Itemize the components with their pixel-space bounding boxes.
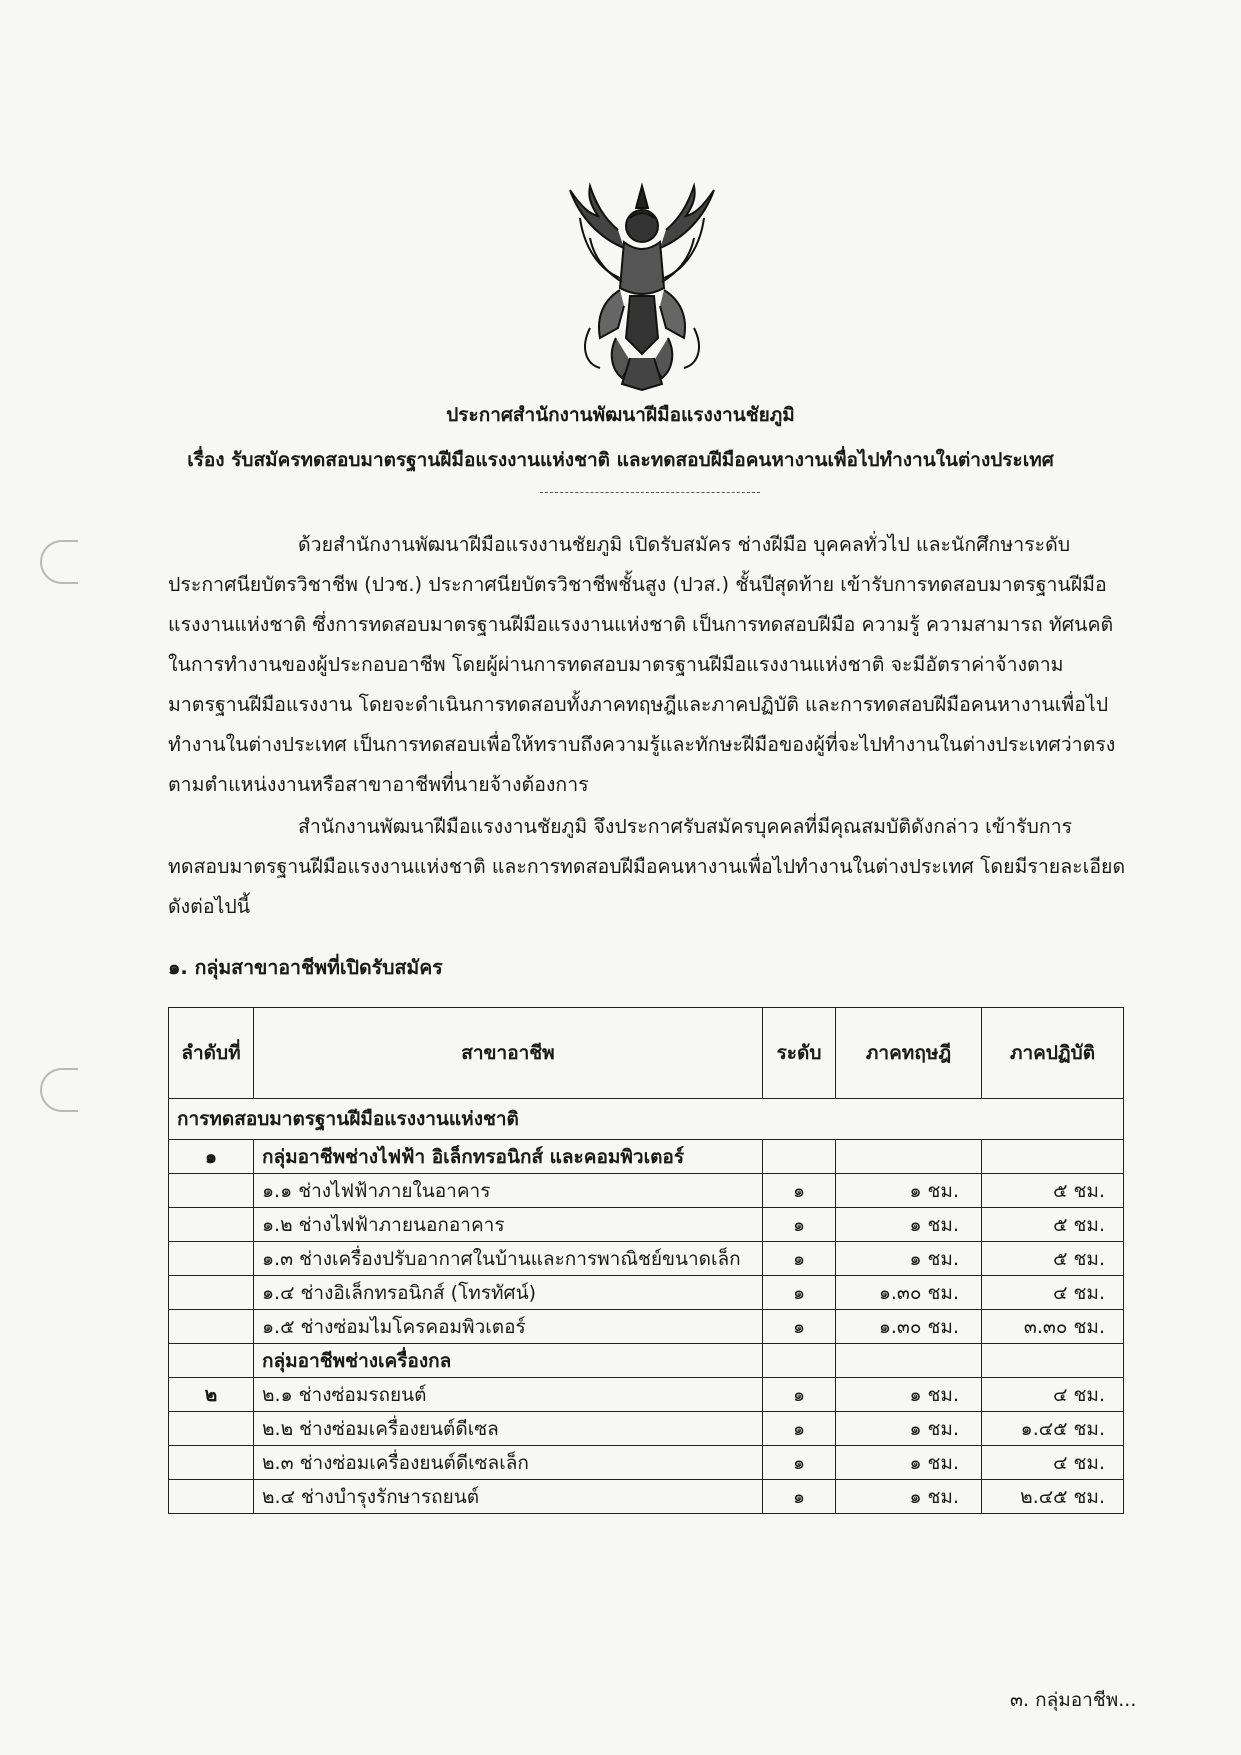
level-cell: ๑: [763, 1412, 836, 1446]
table-header-row: [169, 1008, 1124, 1099]
theory-cell: ๑.๓๐ ชม.: [836, 1276, 982, 1310]
empty-cell: [169, 1276, 254, 1310]
practice-cell: ๑.๔๕ ชม.: [982, 1412, 1124, 1446]
table-row: [169, 1310, 1124, 1344]
branch-cell: ๑.๕ ช่างซ่อมไมโครคอมพิวเตอร์: [254, 1310, 763, 1344]
level-cell: ๑: [763, 1446, 836, 1480]
level-cell: ๑: [763, 1208, 836, 1242]
empty-cell: [169, 1174, 254, 1208]
punch-hole: [40, 1068, 78, 1112]
empty-cell: [982, 1140, 1124, 1174]
theory-cell: ๑.๓๐ ชม.: [836, 1310, 982, 1344]
empty-cell: [836, 1344, 982, 1378]
divider: [540, 492, 760, 493]
empty-cell: [836, 1140, 982, 1174]
table-row: [169, 1242, 1124, 1276]
practice-cell: ๔ ชม.: [982, 1378, 1124, 1412]
group-name: กลุ่มอาชีพช่างไฟฟ้า อิเล็กทรอนิกส์ และคอมพิวเตอร์: [254, 1140, 763, 1174]
body-paragraph: ด้วยสำนักงานพัฒนาฝีมือแรงงานชัยภูมิ เปิดรับสมัคร ช่างฝีมือ บุคคลทั่วไป และนักศึกษาระดับประกาศนียบัตรวิชาชีพ (ปวช.) ประกาศนียบัตรวิชาชีพชั้นสูง (ปวส.) ชั้นปีสุดท้าย เข้ารับการทดสอบมาตรฐานฝีมือแรงงานแห่งชาติ ซึ่งการทดสอบมาตรฐานฝีมือแรงงานแห่งชาติ เป็นการทดสอบฝีมือ ความรู้ ความสามารถ ทัศนคติในการทำงานของผู้ประกอบอาชีพ โดยผู้ผ่านการทดสอบมาตรฐานฝีมือแรงงานแห่งชาติ จะมีอัตราค่าจ้างตามมาตรฐานฝีมือแรงงาน โดยจะดำเนินการทดสอบทั้งภาคทฤษฎีและภาคปฏิบัติ และการทดสอบฝีมือคนหางานเพื่อไปทำงานในต่างประเทศ เป็นการทดสอบเพื่อให้ทราบถึงความรู้และทักษะฝีมือของผู้ที่จะไปทำงานในต่างประเทศว่าตรงตามตำแหน่งงานหรือสาขาอาชีพที่นายจ้างต้องการ: [168, 533, 1116, 796]
theory-cell: ๑ ชม.: [836, 1446, 982, 1480]
practice-cell: ๕ ชม.: [982, 1208, 1124, 1242]
table-row: [169, 1446, 1124, 1480]
empty-cell: [763, 1140, 836, 1174]
theory-cell: ๑ ชม.: [836, 1174, 982, 1208]
table-row: [169, 1412, 1124, 1446]
col-header-level: ระดับ: [763, 1008, 836, 1099]
empty-cell: [169, 1208, 254, 1242]
announcement-title: ประกาศสำนักงานพัฒนาฝีมือแรงงานชัยภูมิ: [446, 404, 795, 426]
category-row: [169, 1099, 1124, 1140]
empty-cell: [169, 1344, 254, 1378]
table-row: [169, 1174, 1124, 1208]
level-cell: ๑: [763, 1174, 836, 1208]
practice-cell: ๒.๔๕ ชม.: [982, 1480, 1124, 1514]
section-heading: ๑. กลุ่มสาขาอาชีพที่เปิดรับสมัคร: [168, 956, 443, 979]
col-header-practice: ภาคปฏิบัติ: [982, 1008, 1124, 1099]
branch-cell: ๑.๔ ช่างอิเล็กทรอนิกส์ (โทรทัศน์): [254, 1276, 763, 1310]
branch-cell: ๒.๓ ช่างซ่อมเครื่องยนต์ดีเซลเล็ก: [254, 1446, 763, 1480]
practice-cell: ๕ ชม.: [982, 1242, 1124, 1276]
garuda-emblem: [560, 178, 725, 393]
col-header-branch: สาขาอาชีพ: [254, 1008, 763, 1099]
group-number: ๑: [169, 1140, 254, 1174]
body-paragraph: สำนักงานพัฒนาฝีมือแรงงานชัยภูมิ จึงประกาศรับสมัครบุคคลที่มีคุณสมบัติดังกล่าว เข้ารับการทดสอบมาตรฐานฝีมือแรงงานแห่งชาติ และการทดสอบฝีมือคนหางานเพื่อไปทำงานในต่างประเทศ โดยมีรายละเอียดดังต่อไปนี้: [168, 815, 1126, 918]
occupation-table: [168, 1007, 1124, 1514]
practice-cell: ๓.๓๐ ชม.: [982, 1310, 1124, 1344]
empty-cell: [982, 1344, 1124, 1378]
branch-cell: ๒.๑ ช่างซ่อมรถยนต์: [254, 1378, 763, 1412]
practice-cell: ๕ ชม.: [982, 1174, 1124, 1208]
branch-cell: ๑.๑ ช่างไฟฟ้าภายในอาคาร: [254, 1174, 763, 1208]
table-row: [169, 1208, 1124, 1242]
group-number: ๒: [169, 1378, 254, 1412]
group-name: กลุ่มอาชีพช่างเครื่องกล: [254, 1344, 763, 1378]
practice-cell: ๔ ชม.: [982, 1276, 1124, 1310]
announcement-subject: เรื่อง รับสมัครทดสอบมาตรฐานฝีมือแรงงานแห่งชาติ และทดสอบฝีมือคนหางานเพื่อไปทำงานในต่างประเทศ: [187, 449, 1054, 471]
table-row: [169, 1276, 1124, 1310]
group-row: [169, 1344, 1124, 1378]
level-cell: ๑: [763, 1378, 836, 1412]
theory-cell: ๑ ชม.: [836, 1208, 982, 1242]
theory-cell: ๑ ชม.: [836, 1378, 982, 1412]
empty-cell: [763, 1344, 836, 1378]
col-header-no: ลำดับที่: [169, 1008, 254, 1099]
theory-cell: ๑ ชม.: [836, 1480, 982, 1514]
branch-cell: ๒.๔ ช่างบำรุงรักษารถยนต์: [254, 1480, 763, 1514]
empty-cell: [169, 1446, 254, 1480]
table-row: [169, 1480, 1124, 1514]
level-cell: ๑: [763, 1480, 836, 1514]
level-cell: ๑: [763, 1242, 836, 1276]
theory-cell: ๑ ชม.: [836, 1242, 982, 1276]
empty-cell: [169, 1412, 254, 1446]
theory-cell: ๑ ชม.: [836, 1412, 982, 1446]
empty-cell: [169, 1310, 254, 1344]
empty-cell: [169, 1480, 254, 1514]
level-cell: ๑: [763, 1310, 836, 1344]
category-label: การทดสอบมาตรฐานฝีมือแรงงานแห่งชาติ: [169, 1099, 1124, 1140]
level-cell: ๑: [763, 1276, 836, 1310]
group-row: [169, 1140, 1124, 1174]
empty-cell: [169, 1242, 254, 1276]
branch-cell: ๒.๒ ช่างซ่อมเครื่องยนต์ดีเซล: [254, 1412, 763, 1446]
continuation-note: ๓. กลุ่มอาชีพ...: [1010, 1689, 1137, 1711]
punch-hole: [40, 540, 78, 584]
branch-cell: ๑.๒ ช่างไฟฟ้าภายนอกอาคาร: [254, 1208, 763, 1242]
table-row: [169, 1378, 1124, 1412]
branch-cell: ๑.๓ ช่างเครื่องปรับอากาศในบ้านและการพาณิชย์ขนาดเล็ก: [254, 1242, 763, 1276]
col-header-theory: ภาคทฤษฎี: [836, 1008, 982, 1099]
practice-cell: ๔ ชม.: [982, 1446, 1124, 1480]
